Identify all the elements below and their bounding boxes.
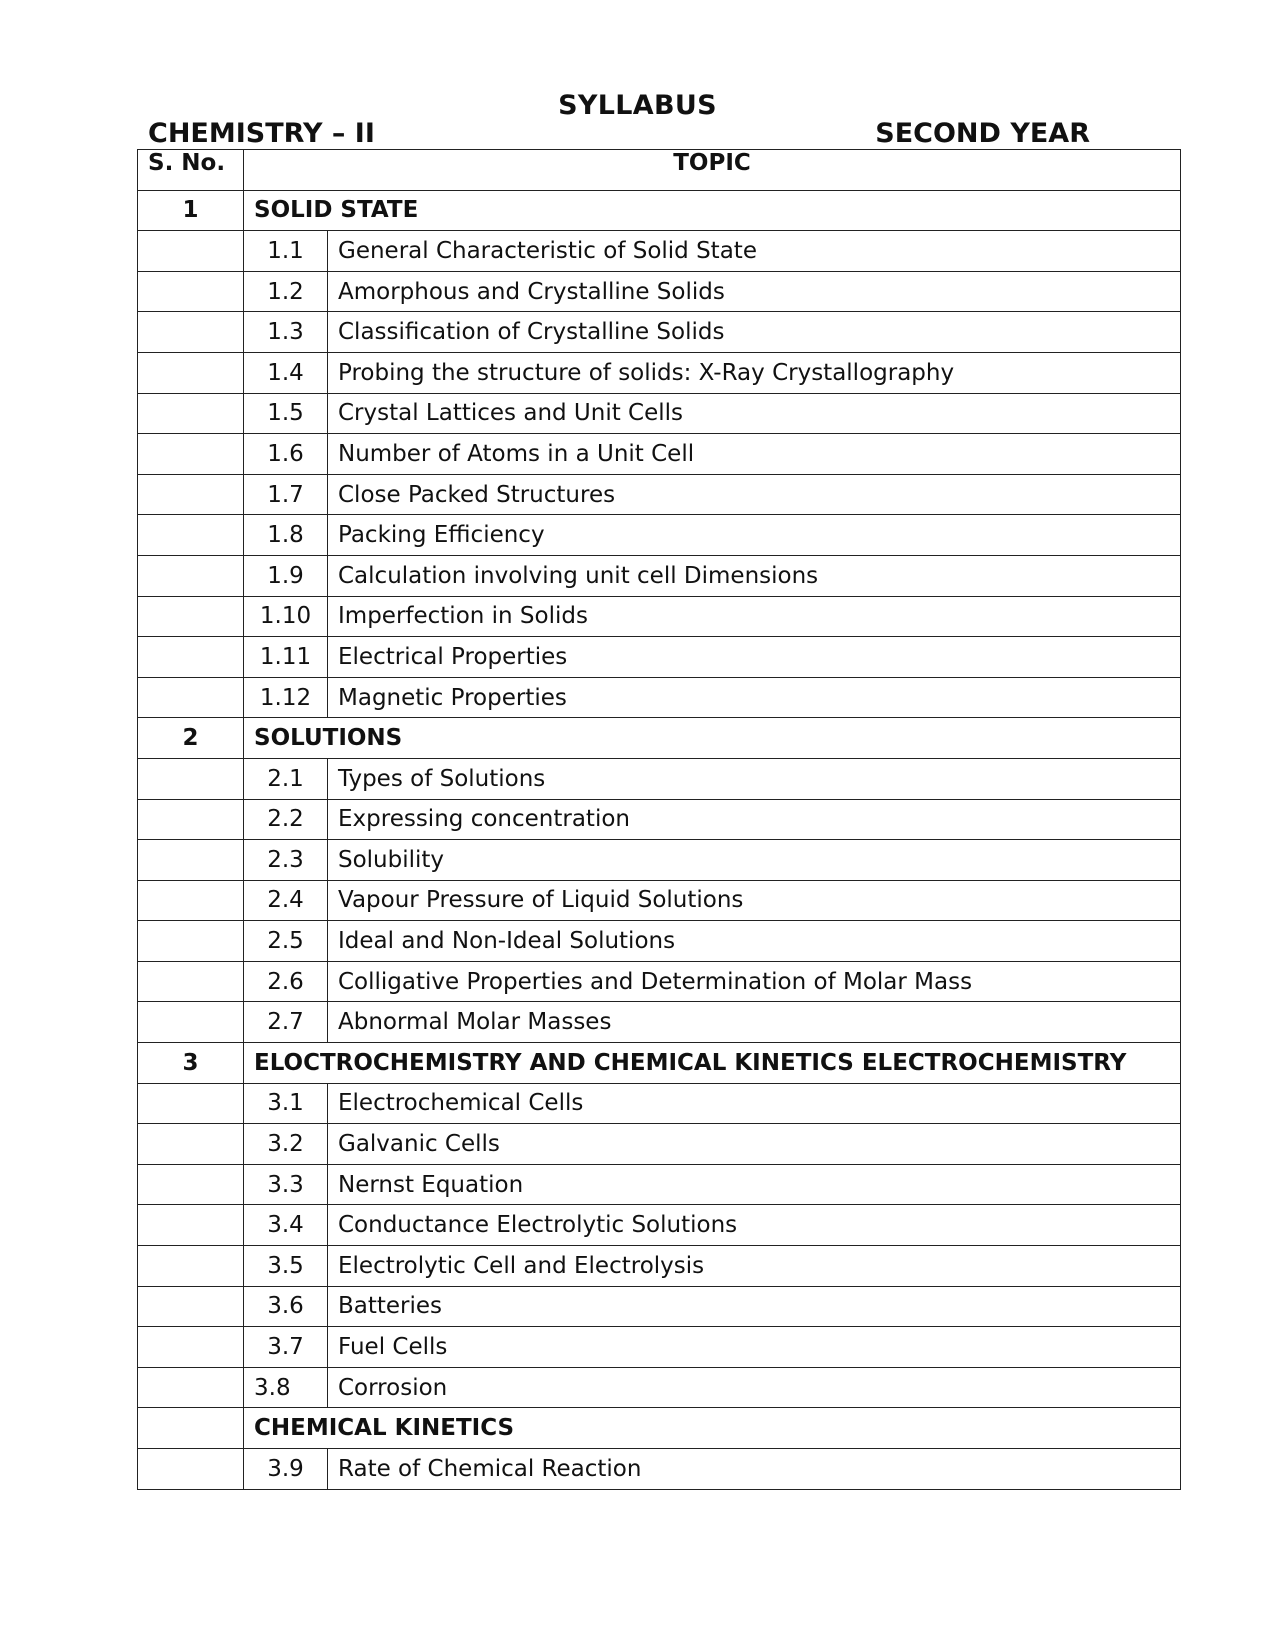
empty-cell <box>138 880 244 921</box>
topic-number: 2.3 <box>244 840 328 881</box>
topic-number: 2.2 <box>244 799 328 840</box>
topic-row <box>138 1083 1181 1124</box>
syllabus-table <box>137 149 1181 1490</box>
unit-number: 1 <box>138 190 244 231</box>
unit-row <box>138 718 1181 759</box>
topic-number: 3.1 <box>244 1083 328 1124</box>
empty-cell <box>138 1002 244 1043</box>
subheading-title: CHEMICAL KINETICS <box>244 1408 1181 1449</box>
topic-row <box>138 1449 1181 1490</box>
topic-row <box>138 231 1181 272</box>
topic-row <box>138 515 1181 556</box>
topic-text: Packing Efficiency <box>328 515 1181 556</box>
empty-cell <box>138 1205 244 1246</box>
topic-number: 2.1 <box>244 758 328 799</box>
topic-number: 2.6 <box>244 961 328 1002</box>
topic-text: Electrical Properties <box>328 637 1181 678</box>
topic-row <box>138 880 1181 921</box>
topic-text: Expressing concentration <box>328 799 1181 840</box>
topic-row <box>138 1205 1181 1246</box>
topic-number: 1.1 <box>244 231 328 272</box>
topic-row <box>138 1327 1181 1368</box>
topic-text: Close Packed Structures <box>328 474 1181 515</box>
topic-row <box>138 474 1181 515</box>
topic-header: TOPIC <box>244 150 1181 191</box>
topic-row <box>138 1246 1181 1287</box>
empty-cell <box>138 515 244 556</box>
topic-number: 1.7 <box>244 474 328 515</box>
topic-row <box>138 921 1181 962</box>
topic-number: 3.4 <box>244 1205 328 1246</box>
topic-text: Electrolytic Cell and Electrolysis <box>328 1246 1181 1287</box>
empty-cell <box>138 352 244 393</box>
topic-number: 1.12 <box>244 677 328 718</box>
topic-text: Conductance Electrolytic Solutions <box>328 1205 1181 1246</box>
topic-number: 3.8 <box>244 1367 328 1408</box>
topic-number: 1.11 <box>244 637 328 678</box>
topic-row <box>138 1124 1181 1165</box>
year-label: SECOND YEAR <box>875 118 1090 149</box>
topic-text: Classification of Crystalline Solids <box>328 312 1181 353</box>
topic-number: 3.6 <box>244 1286 328 1327</box>
topic-row <box>138 352 1181 393</box>
topic-row <box>138 271 1181 312</box>
topic-text: Amorphous and Crystalline Solids <box>328 271 1181 312</box>
subject-name: CHEMISTRY – II <box>148 118 375 149</box>
empty-cell <box>138 799 244 840</box>
topic-row <box>138 393 1181 434</box>
topic-row <box>138 596 1181 637</box>
unit-number: 3 <box>138 1043 244 1084</box>
page-title: SYLLABUS <box>558 90 717 121</box>
unit-title: SOLUTIONS <box>244 718 1181 759</box>
empty-cell <box>138 840 244 881</box>
topic-text: Vapour Pressure of Liquid Solutions <box>328 880 1181 921</box>
topic-row <box>138 799 1181 840</box>
topic-number: 3.3 <box>244 1164 328 1205</box>
empty-cell <box>138 555 244 596</box>
empty-cell <box>138 271 244 312</box>
topic-text: Imperfection in Solids <box>328 596 1181 637</box>
unit-title: SOLID STATE <box>244 190 1181 231</box>
topic-number: 3.9 <box>244 1449 328 1490</box>
topic-text: Solubility <box>328 840 1181 881</box>
empty-cell <box>138 1124 244 1165</box>
table-header-row <box>138 150 1181 191</box>
empty-cell <box>138 474 244 515</box>
topic-row <box>138 677 1181 718</box>
topic-text: General Characteristic of Solid State <box>328 231 1181 272</box>
topic-row <box>138 637 1181 678</box>
empty-cell <box>138 1327 244 1368</box>
unit-row <box>138 190 1181 231</box>
topic-text: Electrochemical Cells <box>328 1083 1181 1124</box>
empty-cell <box>138 758 244 799</box>
topic-text: Ideal and Non-Ideal Solutions <box>328 921 1181 962</box>
topic-number: 2.5 <box>244 921 328 962</box>
empty-cell <box>138 1286 244 1327</box>
sno-header: S. No. <box>138 150 244 191</box>
topic-row <box>138 961 1181 1002</box>
topic-number: 1.3 <box>244 312 328 353</box>
topic-row <box>138 1164 1181 1205</box>
empty-cell <box>138 637 244 678</box>
topic-number: 1.2 <box>244 271 328 312</box>
empty-cell <box>138 434 244 475</box>
topic-row <box>138 758 1181 799</box>
topic-number: 2.4 <box>244 880 328 921</box>
empty-cell <box>138 1246 244 1287</box>
unit-title: ELOCTROCHEMISTRY AND CHEMICAL KINETICS ELECTROCHEMISTRY <box>244 1043 1181 1084</box>
empty-cell <box>138 393 244 434</box>
topic-number: 1.5 <box>244 393 328 434</box>
topic-number: 1.4 <box>244 352 328 393</box>
empty-cell <box>138 1408 244 1449</box>
topic-text: Probing the structure of solids: X-Ray Crystallography <box>328 352 1181 393</box>
topic-number: 1.10 <box>244 596 328 637</box>
topic-row <box>138 312 1181 353</box>
topic-row <box>138 840 1181 881</box>
topic-text: Batteries <box>328 1286 1181 1327</box>
topic-text: Nernst Equation <box>328 1164 1181 1205</box>
topic-text: Crystal Lattices and Unit Cells <box>328 393 1181 434</box>
topic-text: Types of Solutions <box>328 758 1181 799</box>
topic-number: 2.7 <box>244 1002 328 1043</box>
topic-number: 1.8 <box>244 515 328 556</box>
empty-cell <box>138 1449 244 1490</box>
empty-cell <box>138 1367 244 1408</box>
empty-cell <box>138 677 244 718</box>
subheading-row <box>138 1408 1181 1449</box>
topic-number: 1.6 <box>244 434 328 475</box>
topic-row <box>138 1367 1181 1408</box>
topic-row <box>138 1002 1181 1043</box>
topic-text: Colligative Properties and Determination of Molar Mass <box>328 961 1181 1002</box>
topic-number: 1.9 <box>244 555 328 596</box>
topic-row <box>138 1286 1181 1327</box>
topic-text: Rate of Chemical Reaction <box>328 1449 1181 1490</box>
empty-cell <box>138 596 244 637</box>
empty-cell <box>138 961 244 1002</box>
topic-text: Number of Atoms in a Unit Cell <box>328 434 1181 475</box>
topic-number: 3.7 <box>244 1327 328 1368</box>
topic-text: Calculation involving unit cell Dimensions <box>328 555 1181 596</box>
empty-cell <box>138 1083 244 1124</box>
topic-number: 3.5 <box>244 1246 328 1287</box>
topic-row <box>138 434 1181 475</box>
topic-row <box>138 555 1181 596</box>
topic-text: Corrosion <box>328 1367 1181 1408</box>
unit-row <box>138 1043 1181 1084</box>
topic-number: 3.2 <box>244 1124 328 1165</box>
empty-cell <box>138 231 244 272</box>
topic-text: Galvanic Cells <box>328 1124 1181 1165</box>
table-body <box>138 190 1181 1489</box>
empty-cell <box>138 921 244 962</box>
empty-cell <box>138 312 244 353</box>
topic-text: Fuel Cells <box>328 1327 1181 1368</box>
topic-text: Abnormal Molar Masses <box>328 1002 1181 1043</box>
topic-text: Magnetic Properties <box>328 677 1181 718</box>
empty-cell <box>138 1164 244 1205</box>
unit-number: 2 <box>138 718 244 759</box>
